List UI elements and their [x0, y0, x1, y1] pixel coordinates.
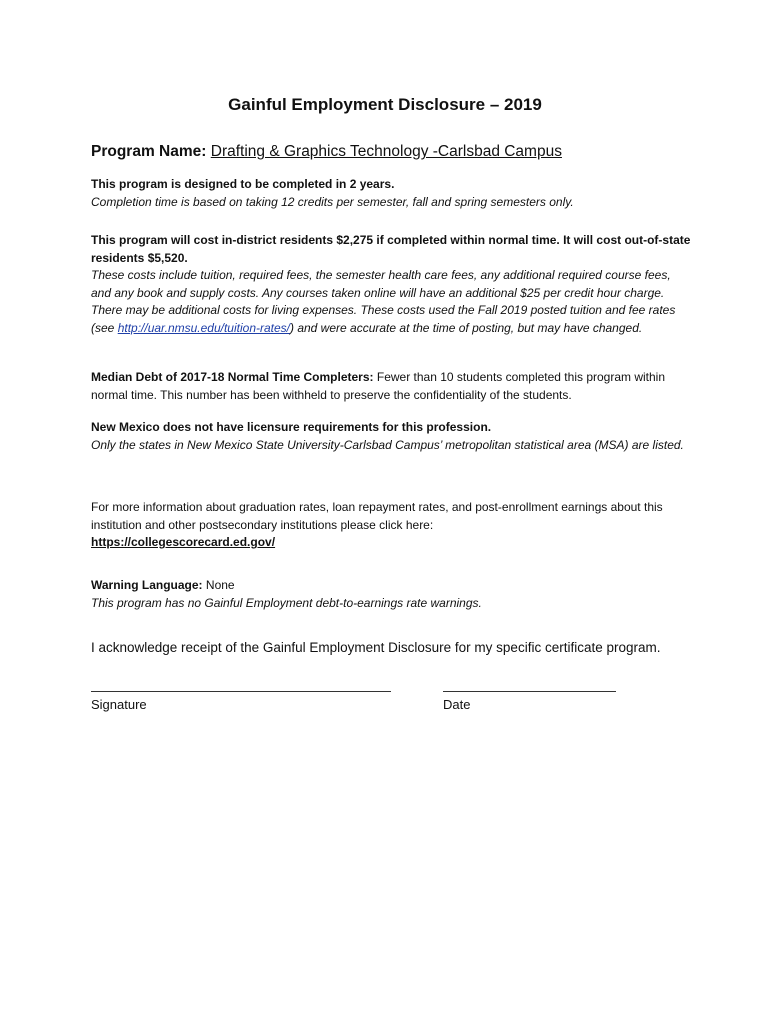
more-info-text: For more information about graduation rates, loan repayment rates, and post-enrollment earnings about this institution and other postsecondary institutions please click here: [91, 500, 663, 532]
cost-section [91, 232, 691, 337]
cost-note-before: These costs include tuition, required fees, the semester health care fees, any additional required course fees, and any book and supply costs. Any courses taken online will have an additional $25 per credit hour charge. There may be additional costs for living expenses. These costs used the Fall 2019 posted tuition and fee rates (see [91, 268, 676, 335]
licensure-statement: New Mexico does not have licensure requirements for this profession. [91, 420, 492, 434]
duration-statement: This program is designed to be completed in 2 years. [91, 177, 395, 191]
warning-note: This program has no Gainful Employment debt-to-earnings rate warnings. [91, 595, 482, 610]
program-name-label: Program Name: [91, 143, 207, 160]
licensure-note: Only the states in New Mexico State University-Carlsbad Campus’ metropolitan statistical area (MSA) are listed. [91, 437, 684, 452]
acknowledgement-text: I acknowledge receipt of the Gainful Employment Disclosure for my specific certificate program. [91, 640, 661, 655]
warning-value: None [202, 578, 235, 592]
tuition-rates-link[interactable]: http://uar.nmsu.edu/tuition-rates/ [117, 320, 290, 335]
date-label: Date [443, 697, 471, 712]
program-name-value: Drafting & Graphics Technology -Carlsbad Campus [210, 143, 562, 160]
cost-statement: This program will cost in-district residents $2,275 if completed within normal time. It will cost out-of-state residents $5,520. [91, 233, 691, 265]
more-info-section [91, 499, 691, 552]
duration-note: Completion time is based on taking 12 credits per semester, fall and spring semesters only. [91, 194, 574, 209]
warning-section [91, 577, 691, 612]
date-line[interactable] [443, 691, 616, 692]
document-title: Gainful Employment Disclosure – 2019 [228, 95, 542, 114]
signature-line[interactable] [91, 691, 391, 692]
signature-label: Signature [91, 697, 147, 712]
median-debt-section [91, 369, 691, 404]
cost-note-after: ) and were accurate at the time of posting, but may have changed. [290, 320, 643, 335]
median-debt-text: Fewer than 10 students completed this program within normal time. This number has been withheld to preserve the confidentiality of the students. [91, 370, 666, 402]
median-debt-label: Median Debt of 2017-18 Normal Time Completers: [91, 370, 374, 384]
college-scorecard-link[interactable]: https://collegescorecard.ed.gov/ [91, 535, 276, 549]
program-name-line [91, 143, 562, 161]
licensure-section [91, 419, 691, 454]
warning-label: Warning Language: [91, 578, 203, 592]
duration-section [91, 176, 691, 211]
